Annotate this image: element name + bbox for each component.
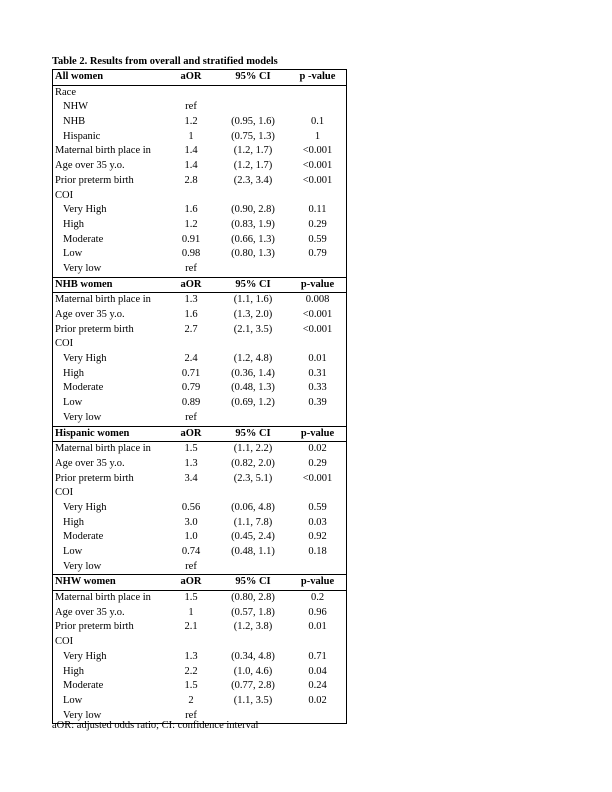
row-aor: 2.8 bbox=[184, 174, 198, 186]
row-label: High bbox=[63, 218, 84, 230]
header-label: NHW women bbox=[55, 576, 116, 588]
row-p-value bbox=[289, 709, 346, 724]
row-ci: (0.57, 1.8) bbox=[231, 606, 275, 618]
row-label: Maternal birth place in bbox=[55, 592, 151, 604]
table-caption: Table 2. Results from overall and stratified models bbox=[52, 56, 278, 67]
row-p-value: 0.04 bbox=[308, 665, 327, 677]
header-ci: 95% CI bbox=[235, 427, 271, 439]
table-section bbox=[53, 426, 346, 575]
header-label: NHB women bbox=[55, 278, 113, 290]
row-ci: (0.77, 2.8) bbox=[231, 680, 275, 692]
row-p-value: <0.001 bbox=[302, 472, 333, 484]
row-label: COI bbox=[55, 189, 74, 201]
row-ci: (2.3, 5.1) bbox=[233, 472, 273, 484]
header-aor: aOR bbox=[180, 278, 202, 290]
row-ci: (1.1, 1.6) bbox=[233, 294, 273, 306]
row-label: COI bbox=[55, 338, 74, 350]
row-p-value: 0.96 bbox=[308, 606, 327, 618]
row-p-value: 0.31 bbox=[308, 367, 327, 379]
row-label: COI bbox=[55, 487, 74, 499]
row-label: Maternal birth place in bbox=[55, 145, 151, 157]
row-aor: 1 bbox=[188, 606, 194, 618]
row-p-value: 0.29 bbox=[308, 218, 327, 230]
row-label: Age over 35 y.o. bbox=[55, 606, 125, 618]
table-row bbox=[53, 159, 346, 174]
row-aor: 0.91 bbox=[181, 233, 201, 245]
table-row bbox=[53, 174, 346, 189]
row-label: Age over 35 y.o. bbox=[55, 457, 125, 469]
row-p-value bbox=[289, 86, 346, 101]
row-aor: 2.2 bbox=[184, 665, 198, 677]
row-p-value: 0.01 bbox=[308, 621, 327, 633]
row-ci: (0.36, 1.4) bbox=[231, 367, 275, 379]
row-aor: 1.4 bbox=[184, 160, 198, 172]
row-ci: (2.3, 3.4) bbox=[233, 174, 273, 186]
row-p-value: <0.001 bbox=[302, 323, 333, 335]
header-p-value: p-value bbox=[300, 427, 335, 439]
row-label: Prior preterm birth bbox=[55, 621, 134, 633]
row-aor bbox=[165, 635, 217, 650]
row-p-value: 0.59 bbox=[308, 501, 327, 513]
table-row bbox=[53, 501, 346, 516]
row-label: Very High bbox=[63, 501, 107, 513]
row-aor: 0.98 bbox=[181, 248, 201, 260]
row-label: Low bbox=[63, 546, 83, 557]
header-p-value: p-value bbox=[300, 278, 335, 290]
section-header-row bbox=[53, 427, 346, 443]
table-row bbox=[53, 308, 346, 323]
table-row bbox=[53, 679, 346, 694]
row-ci: (1.2, 3.8) bbox=[233, 621, 273, 633]
row-aor: 0.74 bbox=[181, 546, 201, 557]
row-ci: (0.06, 4.8) bbox=[231, 501, 275, 513]
table-row bbox=[53, 620, 346, 635]
row-p-value: 0.33 bbox=[308, 382, 327, 394]
row-aor: ref bbox=[185, 262, 197, 274]
row-label: Prior preterm birth bbox=[55, 323, 134, 335]
row-aor: 1.6 bbox=[184, 204, 198, 216]
table-row bbox=[53, 203, 346, 218]
row-label: Very High bbox=[63, 204, 107, 216]
row-p-value: 0.39 bbox=[308, 397, 327, 409]
row-ci bbox=[217, 189, 289, 204]
row-p-value: 0.92 bbox=[308, 531, 327, 543]
row-ci: (1.3, 2.0) bbox=[233, 309, 273, 320]
row-label: COI bbox=[55, 636, 74, 648]
row-p-value: 0.79 bbox=[308, 248, 327, 260]
table-row bbox=[53, 218, 346, 233]
row-ci: (0.69, 1.2) bbox=[231, 397, 275, 409]
row-ci bbox=[217, 486, 289, 501]
table-row bbox=[53, 411, 346, 426]
row-aor: 1.3 bbox=[184, 650, 198, 662]
row-aor: ref bbox=[185, 560, 197, 572]
row-ci: (0.48, 1.1) bbox=[231, 546, 275, 557]
row-p-value bbox=[289, 262, 346, 277]
row-aor: 1.3 bbox=[184, 294, 198, 306]
table-row bbox=[53, 189, 346, 204]
row-label: Low bbox=[63, 397, 83, 409]
row-p-value: 0.02 bbox=[308, 443, 327, 455]
row-ci bbox=[217, 560, 289, 575]
row-aor: 0.71 bbox=[181, 367, 201, 379]
row-ci bbox=[217, 635, 289, 650]
row-aor: 1 bbox=[188, 130, 194, 142]
row-p-value: 0.18 bbox=[308, 546, 327, 557]
row-label: Moderate bbox=[63, 680, 104, 692]
row-aor: ref bbox=[185, 411, 197, 423]
row-ci: (0.80, 1.3) bbox=[231, 248, 275, 260]
row-ci: (2.1, 3.5) bbox=[233, 323, 273, 335]
row-aor: 3.0 bbox=[184, 516, 198, 528]
row-p-value: 0.02 bbox=[308, 694, 327, 706]
row-p-value: 0.59 bbox=[308, 233, 327, 245]
row-p-value: 1 bbox=[314, 130, 321, 142]
table-row bbox=[53, 516, 346, 531]
table-row bbox=[53, 694, 346, 709]
row-aor: 1.2 bbox=[184, 116, 198, 128]
row-label: High bbox=[63, 367, 84, 379]
row-aor: 1.3 bbox=[184, 457, 198, 469]
row-p-value bbox=[289, 560, 346, 575]
row-p-value: <0.001 bbox=[302, 309, 333, 320]
row-ci: (1.1, 3.5) bbox=[233, 694, 273, 706]
row-p-value: 0.1 bbox=[310, 116, 325, 128]
row-p-value: 0.008 bbox=[305, 294, 330, 306]
header-label: Hispanic women bbox=[55, 427, 130, 439]
table-row bbox=[53, 591, 346, 606]
row-p-value: 0.01 bbox=[308, 353, 327, 365]
row-ci: (0.83, 1.9) bbox=[231, 218, 275, 230]
row-label: Very low bbox=[63, 560, 102, 572]
row-aor: 1.6 bbox=[184, 309, 198, 320]
header-ci: 95% CI bbox=[235, 278, 271, 290]
row-ci: (1.2, 1.7) bbox=[233, 160, 273, 172]
row-ci: (0.34, 4.8) bbox=[231, 650, 275, 662]
table-row bbox=[53, 545, 346, 560]
row-label: Very High bbox=[63, 353, 107, 365]
row-label: Very High bbox=[63, 650, 107, 662]
table-row bbox=[53, 130, 346, 145]
table-row bbox=[53, 606, 346, 621]
row-aor: 1.0 bbox=[184, 531, 198, 543]
table-row bbox=[53, 144, 346, 159]
row-aor: 0.79 bbox=[181, 382, 201, 394]
row-aor bbox=[165, 189, 217, 204]
row-label: Age over 35 y.o. bbox=[55, 160, 125, 172]
row-aor: 1.5 bbox=[184, 443, 198, 455]
table-row bbox=[53, 323, 346, 338]
row-p-value bbox=[289, 486, 346, 501]
row-ci: (0.66, 1.3) bbox=[231, 233, 275, 245]
row-label: Prior preterm birth bbox=[55, 174, 134, 186]
row-p-value bbox=[289, 189, 346, 204]
row-aor: ref bbox=[185, 101, 197, 113]
row-label: NHW bbox=[63, 101, 89, 113]
row-label: Moderate bbox=[63, 382, 104, 394]
row-label: Very low bbox=[63, 411, 102, 423]
row-label: Maternal birth place in bbox=[55, 294, 151, 306]
table-row bbox=[53, 86, 346, 101]
row-ci: (0.45, 2.4) bbox=[231, 531, 275, 543]
row-ci: (0.75, 1.3) bbox=[231, 130, 275, 142]
table-row bbox=[53, 650, 346, 665]
row-aor: 1.2 bbox=[184, 218, 198, 230]
row-aor: 0.56 bbox=[181, 501, 201, 513]
row-aor: 1.5 bbox=[184, 680, 198, 692]
row-label: Age over 35 y.o. bbox=[55, 309, 125, 320]
row-p-value: 0.71 bbox=[308, 650, 327, 662]
row-ci: (0.90, 2.8) bbox=[231, 204, 275, 216]
row-p-value bbox=[289, 337, 346, 352]
row-ci: (0.95, 1.6) bbox=[231, 116, 275, 128]
row-aor: 1.4 bbox=[184, 145, 198, 157]
table-row bbox=[53, 560, 346, 575]
table-row bbox=[53, 233, 346, 248]
row-label: Race bbox=[55, 86, 76, 98]
table-row bbox=[53, 367, 346, 382]
row-ci: (1.0, 4.6) bbox=[233, 665, 273, 677]
row-aor: 0.89 bbox=[181, 397, 201, 409]
header-p-value: p -value bbox=[299, 71, 336, 82]
row-aor: 1.5 bbox=[184, 592, 198, 604]
row-label: Very low bbox=[63, 262, 102, 274]
row-label: Very low bbox=[63, 709, 102, 721]
table-section bbox=[53, 277, 346, 426]
header-p-value: p-value bbox=[300, 576, 335, 588]
row-p-value: 0.11 bbox=[308, 204, 327, 216]
header-ci: 95% CI bbox=[235, 576, 271, 588]
row-ci: (1.1, 2.2) bbox=[233, 443, 273, 455]
table-row bbox=[53, 247, 346, 262]
table-row bbox=[53, 115, 346, 130]
row-ci: (1.2, 4.8) bbox=[233, 353, 273, 365]
row-p-value: <0.001 bbox=[302, 160, 333, 172]
row-p-value bbox=[289, 411, 346, 426]
row-label: High bbox=[63, 665, 84, 677]
row-ci: (0.80, 2.8) bbox=[231, 592, 275, 604]
section-header-row bbox=[53, 70, 346, 86]
table-row bbox=[53, 486, 346, 501]
table-row bbox=[53, 472, 346, 487]
row-ci: (0.82, 2.0) bbox=[231, 457, 275, 469]
row-p-value: <0.001 bbox=[302, 174, 333, 186]
row-label: Maternal birth place in bbox=[55, 443, 151, 455]
row-aor bbox=[165, 486, 217, 501]
row-ci bbox=[217, 86, 289, 101]
row-p-value: 0.29 bbox=[308, 457, 327, 469]
row-label: Hispanic bbox=[63, 130, 101, 142]
row-aor: 2 bbox=[188, 694, 194, 706]
results-table bbox=[52, 69, 347, 724]
table-row bbox=[53, 396, 346, 411]
table-row bbox=[53, 352, 346, 367]
row-p-value bbox=[289, 100, 346, 115]
row-aor: 2.1 bbox=[184, 621, 198, 633]
row-label: NHB bbox=[63, 116, 86, 128]
row-aor: 2.7 bbox=[184, 323, 198, 335]
header-aor: aOR bbox=[180, 71, 202, 82]
table-row bbox=[53, 293, 346, 308]
header-aor: aOR bbox=[180, 576, 202, 588]
row-ci: (1.1, 7.8) bbox=[233, 516, 273, 528]
table-row bbox=[53, 337, 346, 352]
row-p-value: 0.03 bbox=[308, 516, 327, 528]
table-section bbox=[53, 574, 346, 723]
row-aor: 2.4 bbox=[184, 353, 198, 365]
row-ci bbox=[217, 411, 289, 426]
row-ci: (0.48, 1.3) bbox=[231, 382, 275, 394]
row-aor: ref bbox=[185, 709, 197, 721]
section-header-row bbox=[53, 575, 346, 591]
row-label: Prior preterm birth bbox=[55, 472, 134, 484]
row-label: Moderate bbox=[63, 531, 104, 543]
row-ci bbox=[217, 262, 289, 277]
table-row bbox=[53, 530, 346, 545]
row-p-value: 0.24 bbox=[308, 680, 327, 692]
row-label: High bbox=[63, 516, 84, 528]
row-p-value bbox=[289, 635, 346, 650]
row-p-value: 0.2 bbox=[310, 592, 325, 604]
row-aor bbox=[165, 337, 217, 352]
row-label: Low bbox=[63, 694, 83, 706]
row-label: Moderate bbox=[63, 233, 104, 245]
row-p-value: <0.001 bbox=[302, 145, 333, 157]
header-aor: aOR bbox=[180, 427, 202, 439]
table-row bbox=[53, 635, 346, 650]
table-row bbox=[53, 262, 346, 277]
header-label: All women bbox=[55, 71, 104, 82]
table-footnote: aOR: adjusted odds ratio; CI: confidence interval bbox=[52, 720, 259, 731]
section-header-row bbox=[53, 278, 346, 294]
header-ci: 95% CI bbox=[235, 71, 271, 82]
table-row bbox=[53, 442, 346, 457]
row-aor bbox=[165, 86, 217, 101]
table-row bbox=[53, 665, 346, 680]
row-label: Low bbox=[63, 248, 83, 260]
row-ci bbox=[217, 100, 289, 115]
row-ci: (1.2, 1.7) bbox=[233, 145, 273, 157]
row-aor: 3.4 bbox=[184, 472, 198, 484]
table-row bbox=[53, 381, 346, 396]
table-section bbox=[53, 70, 346, 277]
table-row bbox=[53, 457, 346, 472]
table-row bbox=[53, 100, 346, 115]
row-ci bbox=[217, 337, 289, 352]
